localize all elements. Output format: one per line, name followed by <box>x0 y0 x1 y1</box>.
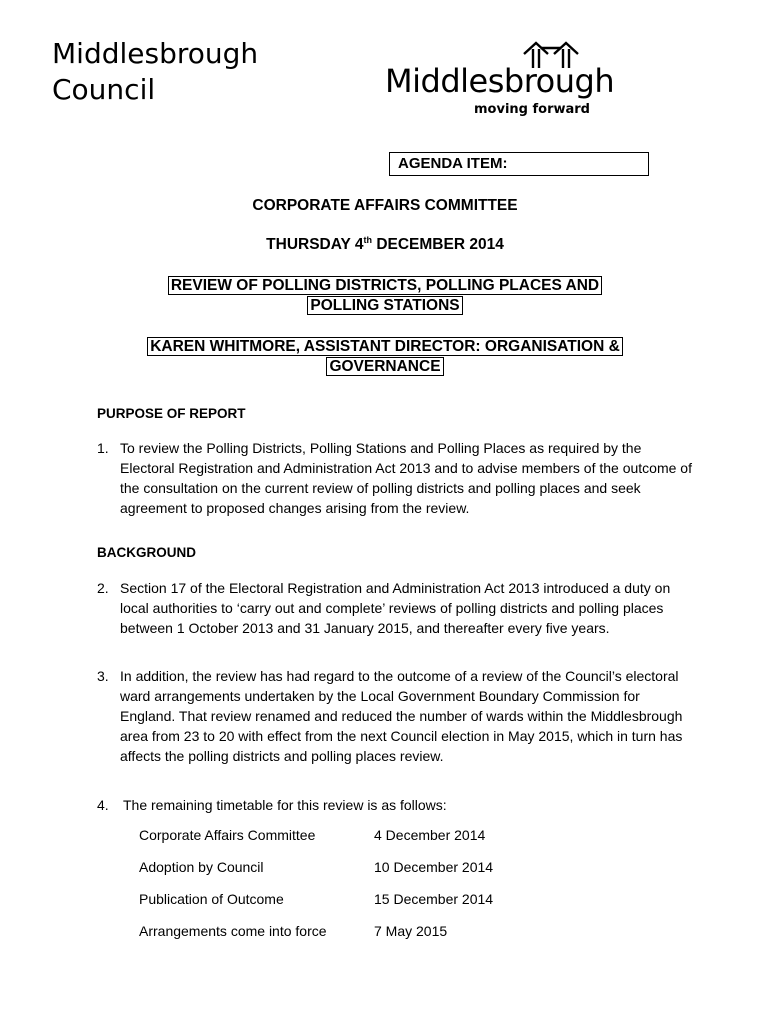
meeting-date <box>0 235 770 254</box>
report-title-line1: REVIEW OF POLLING DISTRICTS, POLLING PLACES AND <box>168 276 602 295</box>
meeting-date-rest: DECEMBER 2014 <box>372 236 504 254</box>
paragraph-3 <box>97 666 697 766</box>
paragraph-text: To review the Polling Districts, Polling Stations and Polling Places as required by the Electoral Registration and Administration Act 2013 and to advise members of the outcome of the consultation on the current review of polling districts and polling places and seek agreement to proposed changes arising from the review. <box>120 440 692 516</box>
paragraph-1 <box>97 438 697 518</box>
report-author <box>0 337 770 377</box>
report-author-line1: KAREN WHITMORE, ASSISTANT DIRECTOR: ORGANISATION & <box>147 337 623 356</box>
agenda-item-box <box>389 152 649 176</box>
report-title <box>0 276 770 316</box>
timetable-event: Corporate Affairs Committee <box>139 827 316 843</box>
agenda-item-label: AGENDA ITEM: <box>398 155 508 172</box>
timetable-event: Arrangements come into force <box>139 923 327 939</box>
paragraph-number: 3. <box>97 668 109 684</box>
section-heading-background: BACKGROUND <box>97 545 196 560</box>
council-name-line2: Council <box>52 73 156 106</box>
report-title-line2: POLLING STATIONS <box>307 296 462 315</box>
logo-wordmark: Middlesbrough <box>385 62 615 100</box>
report-author-line2: GOVERNANCE <box>326 357 443 376</box>
timetable-date: 15 December 2014 <box>374 891 494 907</box>
paragraph-4 <box>97 795 697 815</box>
paragraph-text: In addition, the review has had regard to the outcome of a review of the Council’s electoral ward arrangements undertaken by the Local Government Boundary Commission for England. That review renamed and reduced the number of wards within the Middlesbrough area from 23 to 20 with effect from the next Council election in May 2015, which in turn has affects the polling districts and polling places review. <box>120 668 683 764</box>
meeting-date-suffix: th <box>363 235 373 245</box>
paragraph-number: 2. <box>97 580 109 596</box>
middlesbrough-logo <box>385 40 645 120</box>
logo-tagline: moving forward <box>474 102 590 117</box>
timetable-date: 7 May 2015 <box>374 923 448 939</box>
paragraph-text: Section 17 of the Electoral Registration and Administration Act 2013 introduced a duty on local authorities to ‘carry out and complete’ reviews of polling districts and polling places between 1 October 2013 and 31 January 2015, and thereafter every five years. <box>120 580 671 636</box>
paragraph-number: 4. <box>97 797 109 813</box>
committee-title: CORPORATE AFFAIRS COMMITTEE <box>252 197 518 214</box>
timetable-date: 10 December 2014 <box>374 859 494 875</box>
paragraph-text: The remaining timetable for this review is as follows: <box>123 797 447 813</box>
paragraph-2 <box>97 578 697 638</box>
timetable-event: Adoption by Council <box>139 859 264 875</box>
council-name-line1: Middlesbrough <box>52 37 259 70</box>
council-name <box>52 36 258 108</box>
section-heading-purpose: PURPOSE OF REPORT <box>97 406 246 421</box>
paragraph-number: 1. <box>97 440 109 456</box>
timetable-date: 4 December 2014 <box>374 827 486 843</box>
meeting-date-day: THURSDAY 4 <box>266 236 364 254</box>
timetable-event: Publication of Outcome <box>139 891 284 907</box>
